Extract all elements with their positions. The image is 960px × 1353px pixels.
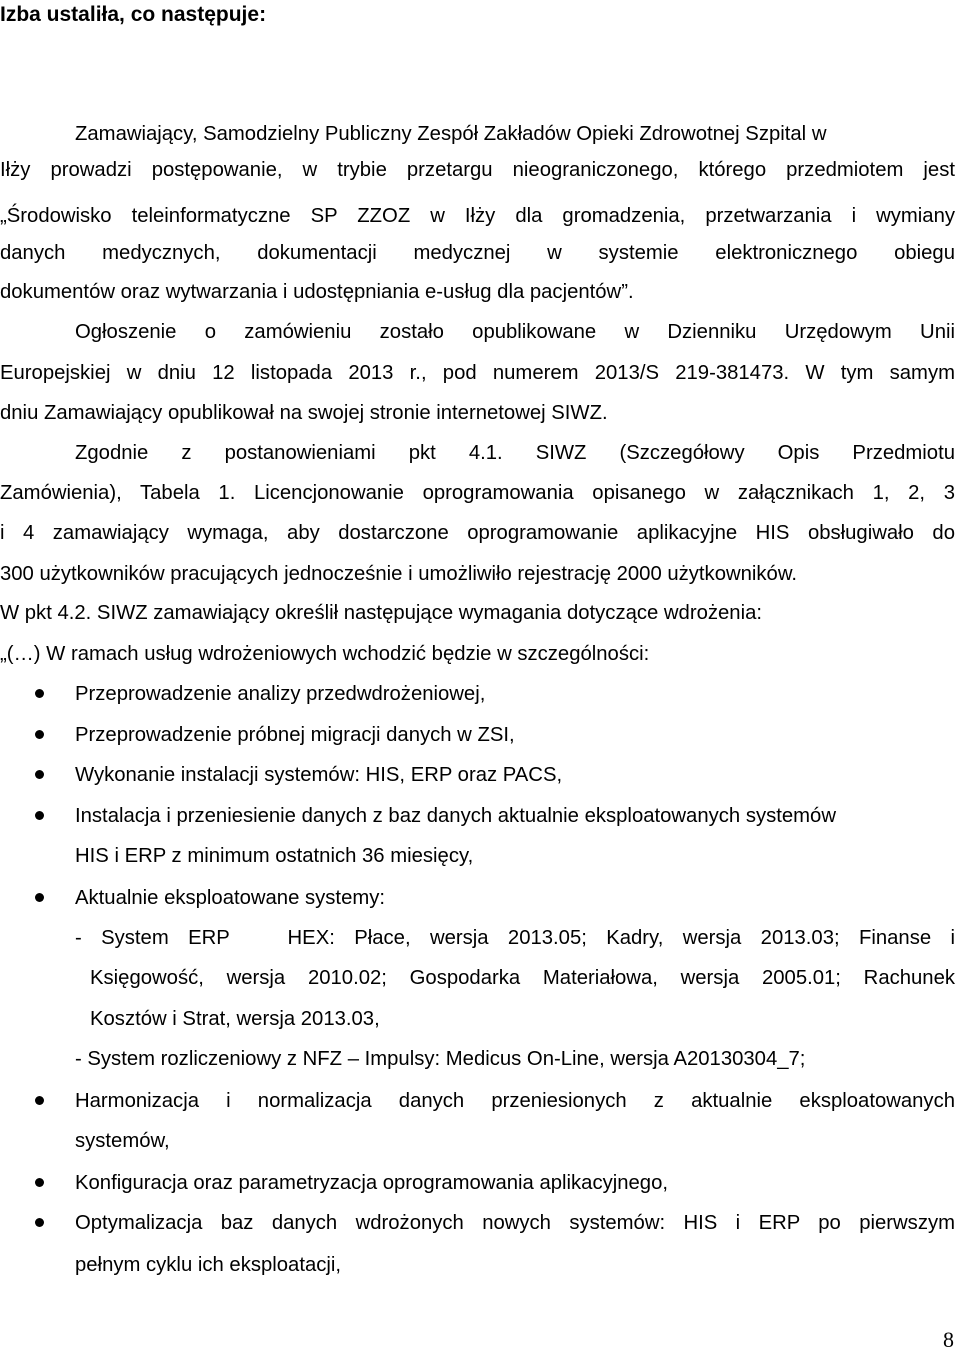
subitem-1-line-3: Kosztów i Strat, wersja 2013.03, xyxy=(90,1008,380,1030)
para3-line-5: W pkt 4.2. SIWZ zamawiający określił następujące wymagania dotyczące wdrożenia: xyxy=(0,602,762,624)
para1-line-2: Iłży prowadzi postępowanie, w trybie przetargu nieograniczonego, którego przedmiotem jest xyxy=(0,159,955,181)
bullet-item-2: Przeprowadzenie próbnej migracji danych w ZSI, xyxy=(75,724,515,746)
bullet-item-4-line-1: Instalacja i przeniesienie danych z baz danych aktualnie eksploatowanych systemów xyxy=(75,805,836,827)
para1-line-5: dokumentów oraz wytwarzania i udostępniania e-usług dla pacjentów”. xyxy=(0,281,634,303)
bullet-dot xyxy=(35,1178,44,1187)
bullet-item-5: Aktualnie eksploatowane systemy: xyxy=(75,887,386,909)
para3-line-3: i 4 zamawiający wymaga, aby dostarczone oprogramowanie aplikacyjne HIS obsługiwało do xyxy=(0,522,955,544)
para3-line-2: Zamówienia), Tabela 1. Licencjonowanie oprogramowania opisanego w załącznikach 1, 2, 3 xyxy=(0,482,955,504)
bullet-item-4-line-2: HIS i ERP z minimum ostatnich 36 miesięcy, xyxy=(75,845,474,867)
subitem-1-line-2: Księgowość, wersja 2010.02; Gospodarka Materiałowa, wersja 2005.01; Rachunek xyxy=(90,967,955,989)
bullet-dot xyxy=(35,730,44,739)
para2-line-3: dniu Zamawiający opublikował na swojej stronie internetowej SIWZ. xyxy=(0,402,608,424)
page-number: 8 xyxy=(943,1327,954,1352)
para3-line-4: 300 użytkowników pracujących jednocześnie i umożliwiło rejestrację 2000 użytkowników. xyxy=(0,563,797,585)
bullet-item-6-line-2: systemów, xyxy=(75,1130,170,1152)
para3-line-1: Zgodnie z postanowieniami pkt 4.1. SIWZ (Szczegółowy Opis Przedmiotu xyxy=(75,442,955,464)
para2-line-2: Europejskiej w dniu 12 listopada 2013 r., pod numerem 2013/S 219-381473. W tym samym xyxy=(0,362,955,384)
subitem-2: - System rozliczeniowy z NFZ – Impulsy: Medicus On-Line, wersja A20130304_7; xyxy=(75,1048,806,1070)
bullet-item-7: Konfiguracja oraz parametryzacja oprogramowania aplikacyjnego, xyxy=(75,1172,668,1194)
bullet-dot xyxy=(35,811,44,820)
bullet-dot xyxy=(35,1218,44,1227)
para1-line-4: danych medycznych, dokumentacji medycznej w systemie elektronicznego obiegu xyxy=(0,242,955,264)
para1-line-3: „Środowisko teleinformatyczne SP ZZOZ w Iłży dla gromadzenia, przetwarzania i wymiany xyxy=(0,205,955,227)
subitem-1-line-1: - System ERP HEX: Płace, wersja 2013.05; Kadry, wersja 2013.03; Finanse i xyxy=(75,927,955,949)
bullet-item-8-line-2: pełnym cyklu ich eksploatacji, xyxy=(75,1254,342,1276)
para1-line-1: Zamawiający, Samodzielny Publiczny Zespół Zakładów Opieki Zdrowotnej Szpital w xyxy=(75,123,827,145)
bullet-item-1: Przeprowadzenie analizy przedwdrożeniowej, xyxy=(75,683,486,705)
para3-line-6: „(…) W ramach usług wdrożeniowych wchodzić będzie w szczególności: xyxy=(0,643,650,665)
bullet-item-8-line-1: Optymalizacja baz danych wdrożonych nowych systemów: HIS i ERP po pierwszym xyxy=(75,1212,955,1234)
section-heading: Izba ustaliła, co następuje: xyxy=(0,3,267,26)
para2-line-1: Ogłoszenie o zamówieniu zostało opublikowane w Dzienniku Urzędowym Unii xyxy=(75,321,955,343)
bullet-dot xyxy=(35,770,44,779)
bullet-item-3: Wykonanie instalacji systemów: HIS, ERP oraz PACS, xyxy=(75,764,563,786)
bullet-dot xyxy=(35,689,44,698)
bullet-item-6-line-1: Harmonizacja i normalizacja danych przeniesionych z aktualnie eksploatowanych xyxy=(75,1090,955,1112)
bullet-dot xyxy=(35,1096,44,1105)
bullet-dot xyxy=(35,893,44,902)
